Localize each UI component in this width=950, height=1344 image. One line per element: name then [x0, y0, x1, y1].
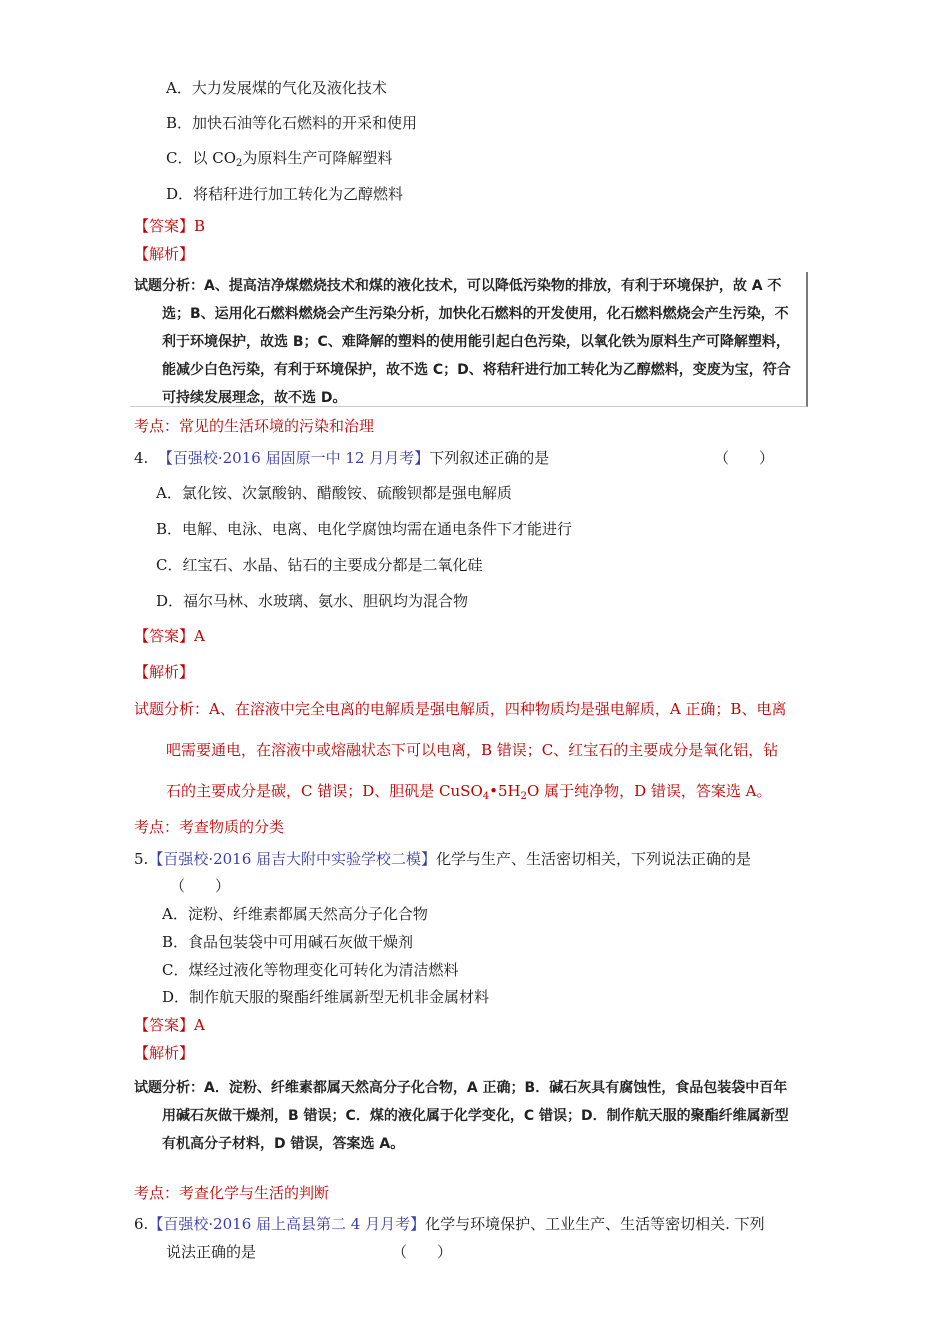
- q4-analysis-line-2: 吧需要通电，在溶液中或熔融状态下可以电离，B 错误；C、红宝石的主要成分是氧化铝，钻: [166, 741, 779, 759]
- q6-header: [134, 1214, 765, 1234]
- q5-bracket: （ ）: [170, 877, 231, 895]
- q6-bracket: （ ）: [392, 1243, 453, 1261]
- q4-option-b: B．电解、电泳、电离、电化学腐蚀均需在通电条件下才能进行: [156, 520, 573, 538]
- q3-analysis-line-5: 可持续发展理念，故不选 D。: [162, 390, 347, 406]
- q3-option-d: D．将秸秆进行加工转化为乙醇燃料: [166, 185, 404, 203]
- q3-analysis-line-2: 选；B、运用化石燃料燃烧会产生污染分析，加快化石燃料的开发使用，化石燃料燃烧会产生污染，不: [162, 306, 789, 322]
- q6-number: 6.: [134, 1215, 149, 1233]
- q4-option-d: D．福尔马林、水玻璃、氨水、胆矾均为混合物: [156, 592, 469, 610]
- q5-kaodian: 考点：考查化学与生活的判断: [134, 1184, 330, 1202]
- q5-analysis-line-1: 试题分析：A．淀粉、纤维素都属天然高分子化合物，A 正确；B．碱石灰具有腐蚀性，食品包装袋中百年: [134, 1080, 788, 1096]
- q3-kaodian: 考点：常见的生活环境的污染和治理: [134, 417, 375, 435]
- q6-source: 【百强校·2016 届上高县第二 4 月月考】: [148, 1215, 426, 1233]
- q4-analysis-label: 【解析】: [134, 663, 195, 681]
- q5-analysis-label: 【解析】: [134, 1044, 195, 1062]
- q5-option-d: D．制作航天服的聚酯纤维属新型无机非金属材料: [162, 988, 490, 1006]
- q6-stem-line-2: 说法正确的是: [166, 1243, 257, 1261]
- q3-analysis-line-1: 试题分析：A、提高洁净煤燃烧技术和煤的液化技术，可以降低污染物的排放，有利于环境保护，故 A 不: [134, 278, 782, 294]
- q4-number: 4.: [134, 449, 149, 467]
- q5-option-c: C．煤经过液化等物理变化可转化为清洁燃料: [162, 961, 459, 979]
- q3-analysis-line-4: 能减少白色污染，有利于环境保护，故不选 C；D、将秸秆进行加工转化为乙醇燃料，变废为宝，符合: [162, 362, 791, 378]
- q5-analysis-line-3: 有机高分子材料，D 错误，答案选 A。: [162, 1136, 405, 1152]
- q4-analysis-line-1: 试题分析：A、在溶液中完全电离的电解质是强电解质，四种物质均是强电解质，A 正确；B、电离: [134, 700, 787, 718]
- q4-analysis-line-3: 石的主要成分是碳，C 错误；D、胆矾是 $CuSO_4•5H_2O$ 属于纯净物，D 错误，答案选 A。: [166, 782, 772, 802]
- q4-header: [134, 448, 549, 468]
- q5-source: 【百强校·2016 届吉大附中实验学校二模】: [148, 850, 437, 868]
- q4-option-c: C．红宝石、水晶、钻石的主要成分都是二氧化硅: [156, 556, 483, 574]
- q5-option-b: B．食品包装袋中可用碱石灰做干燥剂: [162, 933, 414, 951]
- q3-analysis-line-3: 利于环境保护，故选 B；C、难降解的塑料的使用能引起白色污染，以氧化铁为原料生产可降解塑料，: [162, 334, 790, 350]
- q3-analysis-label: 【解析】: [134, 245, 195, 263]
- q5-header: [134, 849, 751, 869]
- q4-stem: 下列叙述正确的是: [429, 449, 550, 467]
- q5-analysis-line-2: 用碱石灰做干燥剂，B 错误；C．煤的液化属于化学变化，C 错误；D．制作航天服的聚酯纤维属新型: [162, 1108, 789, 1124]
- q5-option-a: A．淀粉、纤维素都属天然高分子化合物: [162, 905, 428, 923]
- q3-option-a: A．大力发展煤的气化及液化技术: [166, 79, 387, 97]
- q4-bracket: （ ）: [714, 449, 775, 467]
- q3-option-c: C．以 $CO_2$为原料生产可降解塑料: [166, 149, 393, 169]
- q4-answer: 【答案】A: [134, 627, 205, 645]
- q4-option-a: A．氯化铵、次氯酸钠、醋酸铵、硫酸钡都是强电解质: [156, 484, 512, 502]
- q5-answer: 【答案】A: [134, 1016, 205, 1034]
- q3-option-b: B．加快石油等化石燃料的开采和使用: [166, 114, 418, 132]
- q4-kaodian: 考点：考查物质的分类: [134, 818, 285, 836]
- q3-answer: 【答案】B: [134, 217, 206, 235]
- q4-source: 【百强校·2016 届固原一中 12 月月考】: [157, 449, 430, 467]
- q6-stem: 化学与环境保护、工业生产、生活等密切相关. 下列: [425, 1215, 765, 1233]
- q5-number: 5.: [134, 850, 149, 868]
- q5-stem: 化学与生产、生活密切相关，下列说法正确的是: [436, 850, 752, 868]
